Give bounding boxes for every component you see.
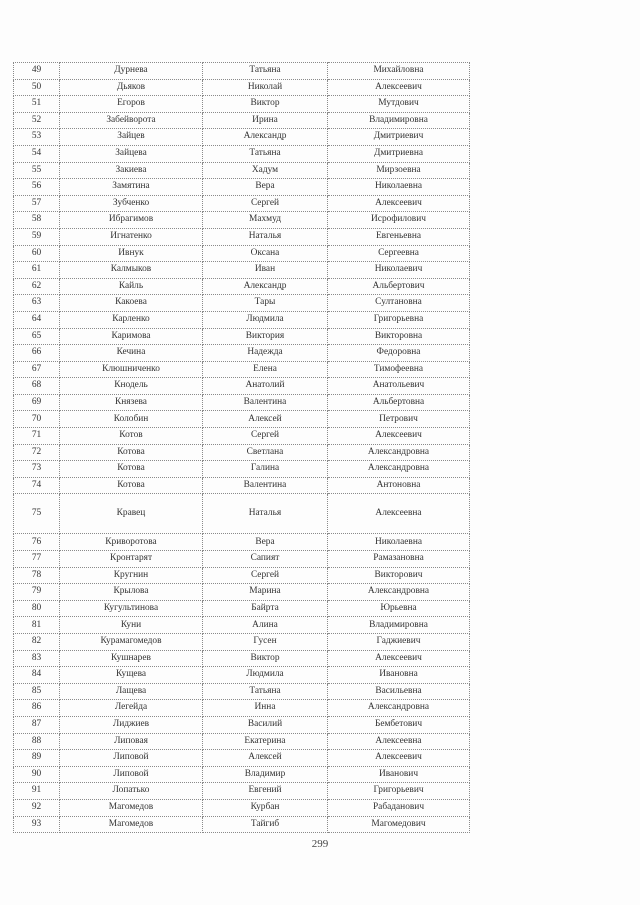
first-name-cell: Галина [203, 461, 328, 478]
patronymic-cell: Дмитриевич [328, 129, 470, 146]
patronymic-cell: Александровна [328, 700, 470, 717]
table-row [14, 145, 470, 162]
row-number-cell: 84 [14, 667, 60, 684]
surname-cell: Карленко [60, 311, 203, 328]
patronymic-cell: Григорьевич [328, 783, 470, 800]
patronymic-cell: Алексеевна [328, 733, 470, 750]
row-number-cell: 56 [14, 179, 60, 196]
first-name-cell: Оксана [203, 245, 328, 262]
row-number-cell: 79 [14, 584, 60, 601]
surname-cell: Закиева [60, 162, 203, 179]
table-row [14, 195, 470, 212]
first-name-cell: Махмуд [203, 212, 328, 229]
first-name-cell: Алина [203, 617, 328, 634]
surname-cell: Кугультинова [60, 600, 203, 617]
patronymic-cell: Магомедович [328, 816, 470, 833]
first-name-cell: Николай [203, 79, 328, 96]
surname-cell: Кругнин [60, 567, 203, 584]
table-row [14, 816, 470, 833]
patronymic-cell: Тимофеевна [328, 361, 470, 378]
surname-cell: Липовой [60, 750, 203, 767]
row-number-cell: 76 [14, 534, 60, 551]
row-number-cell: 73 [14, 461, 60, 478]
patronymic-cell: Федоровна [328, 345, 470, 362]
row-number-cell: 92 [14, 799, 60, 816]
table-row [14, 394, 470, 411]
table-row [14, 328, 470, 345]
patronymic-cell: Ивановна [328, 667, 470, 684]
first-name-cell: Наталья [203, 228, 328, 245]
row-number-cell: 80 [14, 600, 60, 617]
patronymic-cell: Александровна [328, 461, 470, 478]
patronymic-cell: Мирзоевна [328, 162, 470, 179]
first-name-cell: Татьяна [203, 683, 328, 700]
row-number-cell: 91 [14, 783, 60, 800]
row-number-cell: 81 [14, 617, 60, 634]
table-row [14, 311, 470, 328]
patronymic-cell: Николаевна [328, 179, 470, 196]
row-number-cell: 82 [14, 634, 60, 651]
first-name-cell: Тайгиб [203, 816, 328, 833]
table-row [14, 411, 470, 428]
roster-table-body [14, 63, 470, 833]
surname-cell: Забейворота [60, 112, 203, 129]
patronymic-cell: Алексеевич [328, 79, 470, 96]
patronymic-cell: Алексеевна [328, 494, 470, 534]
table-row [14, 700, 470, 717]
first-name-cell: Людмила [203, 311, 328, 328]
first-name-cell: Евгений [203, 783, 328, 800]
patronymic-cell: Алексеевич [328, 650, 470, 667]
table-row [14, 783, 470, 800]
row-number-cell: 83 [14, 650, 60, 667]
patronymic-cell: Владимировна [328, 112, 470, 129]
table-row [14, 212, 470, 229]
surname-cell: Кнодель [60, 378, 203, 395]
table-row [14, 534, 470, 551]
surname-cell: Зайцев [60, 129, 203, 146]
first-name-cell: Байрта [203, 600, 328, 617]
first-name-cell: Виктор [203, 96, 328, 113]
row-number-cell: 87 [14, 716, 60, 733]
row-number-cell: 53 [14, 129, 60, 146]
row-number-cell: 51 [14, 96, 60, 113]
patronymic-cell: Рамазановна [328, 551, 470, 568]
row-number-cell: 66 [14, 345, 60, 362]
table-row [14, 494, 470, 534]
first-name-cell: Татьяна [203, 63, 328, 80]
row-number-cell: 75 [14, 494, 60, 534]
row-number-cell: 70 [14, 411, 60, 428]
table-row [14, 683, 470, 700]
row-number-cell: 78 [14, 567, 60, 584]
row-number-cell: 49 [14, 63, 60, 80]
table-row [14, 634, 470, 651]
first-name-cell: Ирина [203, 112, 328, 129]
surname-cell: Каримова [60, 328, 203, 345]
first-name-cell: Наталья [203, 494, 328, 534]
table-row [14, 278, 470, 295]
table-row [14, 461, 470, 478]
surname-cell: Кайль [60, 278, 203, 295]
patronymic-cell: Александровна [328, 444, 470, 461]
surname-cell: Котова [60, 444, 203, 461]
surname-cell: Лиджиев [60, 716, 203, 733]
surname-cell: Егоров [60, 96, 203, 113]
first-name-cell: Хадум [203, 162, 328, 179]
first-name-cell: Сапият [203, 551, 328, 568]
first-name-cell: Сергей [203, 195, 328, 212]
patronymic-cell: Алексеевич [328, 750, 470, 767]
row-number-cell: 88 [14, 733, 60, 750]
row-number-cell: 55 [14, 162, 60, 179]
surname-cell: Игнатенко [60, 228, 203, 245]
table-row [14, 262, 470, 279]
table-row [14, 600, 470, 617]
table-row [14, 378, 470, 395]
table-row [14, 162, 470, 179]
table-row [14, 766, 470, 783]
first-name-cell: Иван [203, 262, 328, 279]
first-name-cell: Вера [203, 534, 328, 551]
first-name-cell: Валентина [203, 394, 328, 411]
row-number-cell: 71 [14, 428, 60, 445]
surname-cell: Ивнук [60, 245, 203, 262]
patronymic-cell: Александровна [328, 584, 470, 601]
row-number-cell: 89 [14, 750, 60, 767]
surname-cell: Зубченко [60, 195, 203, 212]
first-name-cell: Сергей [203, 567, 328, 584]
row-number-cell: 72 [14, 444, 60, 461]
patronymic-cell: Анатольевич [328, 378, 470, 395]
row-number-cell: 93 [14, 816, 60, 833]
row-number-cell: 63 [14, 295, 60, 312]
row-number-cell: 54 [14, 145, 60, 162]
first-name-cell: Людмила [203, 667, 328, 684]
surname-cell: Кечина [60, 345, 203, 362]
patronymic-cell: Рабаданович [328, 799, 470, 816]
table-row [14, 733, 470, 750]
row-number-cell: 50 [14, 79, 60, 96]
surname-cell: Крылова [60, 584, 203, 601]
surname-cell: Князева [60, 394, 203, 411]
surname-cell: Калмыков [60, 262, 203, 279]
patronymic-cell: Альбертовна [328, 394, 470, 411]
patronymic-cell: Васильевна [328, 683, 470, 700]
first-name-cell: Гусен [203, 634, 328, 651]
table-row [14, 716, 470, 733]
patronymic-cell: Сергеевна [328, 245, 470, 262]
patronymic-cell: Евгеньевна [328, 228, 470, 245]
first-name-cell: Виктория [203, 328, 328, 345]
table-row [14, 444, 470, 461]
row-number-cell: 58 [14, 212, 60, 229]
surname-cell: Кронтарят [60, 551, 203, 568]
patronymic-cell: Бембетович [328, 716, 470, 733]
surname-cell: Кравец [60, 494, 203, 534]
row-number-cell: 65 [14, 328, 60, 345]
row-number-cell: 90 [14, 766, 60, 783]
surname-cell: Дьяков [60, 79, 203, 96]
surname-cell: Лопатько [60, 783, 203, 800]
table-row [14, 477, 470, 494]
row-number-cell: 69 [14, 394, 60, 411]
first-name-cell: Татьяна [203, 145, 328, 162]
patronymic-cell: Мутдович [328, 96, 470, 113]
table-row [14, 617, 470, 634]
first-name-cell: Валентина [203, 477, 328, 494]
patronymic-cell: Николаевна [328, 534, 470, 551]
table-row [14, 179, 470, 196]
first-name-cell: Алексей [203, 411, 328, 428]
surname-cell: Кушнарев [60, 650, 203, 667]
first-name-cell: Светлана [203, 444, 328, 461]
table-row [14, 551, 470, 568]
surname-cell: Магомедов [60, 799, 203, 816]
table-row [14, 584, 470, 601]
surname-cell: Липовой [60, 766, 203, 783]
table-row [14, 799, 470, 816]
row-number-cell: 86 [14, 700, 60, 717]
surname-cell: Куни [60, 617, 203, 634]
surname-cell: Какоева [60, 295, 203, 312]
patronymic-cell: Викторович [328, 567, 470, 584]
row-number-cell: 61 [14, 262, 60, 279]
surname-cell: Колобин [60, 411, 203, 428]
table-row [14, 750, 470, 767]
first-name-cell: Сергей [203, 428, 328, 445]
row-number-cell: 77 [14, 551, 60, 568]
first-name-cell: Инна [203, 700, 328, 717]
first-name-cell: Виктор [203, 650, 328, 667]
row-number-cell: 59 [14, 228, 60, 245]
patronymic-cell: Викторовна [328, 328, 470, 345]
table-row [14, 129, 470, 146]
roster-table [13, 62, 470, 833]
row-number-cell: 74 [14, 477, 60, 494]
surname-cell: Магомедов [60, 816, 203, 833]
table-row [14, 650, 470, 667]
surname-cell: Котова [60, 461, 203, 478]
surname-cell: Легейда [60, 700, 203, 717]
surname-cell: Замятина [60, 179, 203, 196]
first-name-cell: Курбан [203, 799, 328, 816]
surname-cell: Зайцева [60, 145, 203, 162]
patronymic-cell: Гаджиевич [328, 634, 470, 651]
row-number-cell: 85 [14, 683, 60, 700]
surname-cell: Ибрагимов [60, 212, 203, 229]
first-name-cell: Александр [203, 278, 328, 295]
surname-cell: Криворотова [60, 534, 203, 551]
first-name-cell: Владимир [203, 766, 328, 783]
patronymic-cell: Султановна [328, 295, 470, 312]
first-name-cell: Василий [203, 716, 328, 733]
row-number-cell: 57 [14, 195, 60, 212]
surname-cell: Липовая [60, 733, 203, 750]
table-row [14, 79, 470, 96]
surname-cell: Котов [60, 428, 203, 445]
row-number-cell: 60 [14, 245, 60, 262]
patronymic-cell: Юрьевна [328, 600, 470, 617]
first-name-cell: Тары [203, 295, 328, 312]
table-row [14, 567, 470, 584]
table-row [14, 96, 470, 113]
patronymic-cell: Антоновна [328, 477, 470, 494]
first-name-cell: Елена [203, 361, 328, 378]
surname-cell: Клюшниченко [60, 361, 203, 378]
patronymic-cell: Алексеевич [328, 428, 470, 445]
patronymic-cell: Алексеевич [328, 195, 470, 212]
page-number: 299 [311, 838, 329, 850]
row-number-cell: 64 [14, 311, 60, 328]
table-row [14, 63, 470, 80]
patronymic-cell: Дмитриевна [328, 145, 470, 162]
first-name-cell: Марина [203, 584, 328, 601]
first-name-cell: Екатерина [203, 733, 328, 750]
first-name-cell: Анатолий [203, 378, 328, 395]
table-row [14, 345, 470, 362]
patronymic-cell: Владимировна [328, 617, 470, 634]
patronymic-cell: Исрофилович [328, 212, 470, 229]
first-name-cell: Александр [203, 129, 328, 146]
table-row [14, 245, 470, 262]
patronymic-cell: Николаевич [328, 262, 470, 279]
patronymic-cell: Петрович [328, 411, 470, 428]
surname-cell: Курамагомедов [60, 634, 203, 651]
table-row [14, 667, 470, 684]
row-number-cell: 68 [14, 378, 60, 395]
surname-cell: Кущева [60, 667, 203, 684]
surname-cell: Лащева [60, 683, 203, 700]
patronymic-cell: Михайловна [328, 63, 470, 80]
table-row [14, 112, 470, 129]
row-number-cell: 67 [14, 361, 60, 378]
surname-cell: Котова [60, 477, 203, 494]
table-row [14, 228, 470, 245]
patronymic-cell: Григорьевна [328, 311, 470, 328]
row-number-cell: 62 [14, 278, 60, 295]
first-name-cell: Вера [203, 179, 328, 196]
table-row [14, 361, 470, 378]
first-name-cell: Алексей [203, 750, 328, 767]
table-row [14, 428, 470, 445]
surname-cell: Дурнева [60, 63, 203, 80]
row-number-cell: 52 [14, 112, 60, 129]
patronymic-cell: Альбертович [328, 278, 470, 295]
first-name-cell: Надежда [203, 345, 328, 362]
patronymic-cell: Иванович [328, 766, 470, 783]
table-row [14, 295, 470, 312]
